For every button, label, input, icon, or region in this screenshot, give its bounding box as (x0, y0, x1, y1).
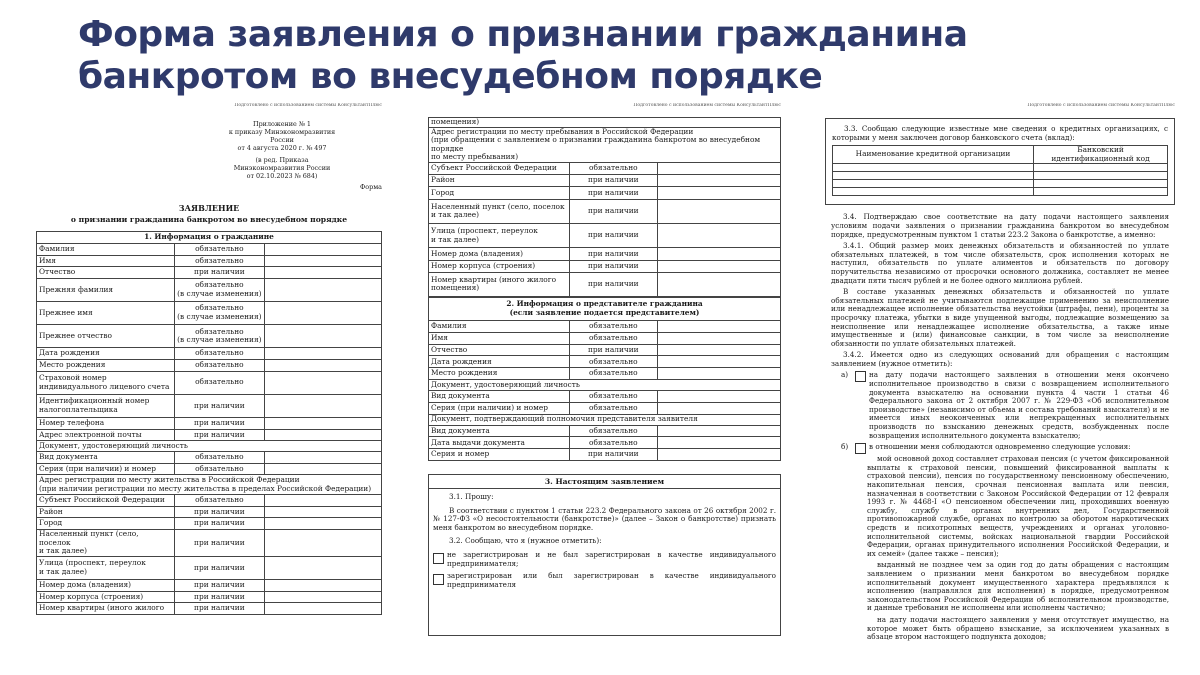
field-requirement: при наличии (569, 187, 657, 199)
field-label: Прежнее имя (37, 301, 175, 324)
clause-3-2: 3.2. Сообщаю, что я (нужное отметить): (449, 536, 602, 546)
field-value-cell[interactable] (264, 417, 381, 429)
option-letter: а) (841, 370, 849, 380)
field-value-cell[interactable] (657, 321, 780, 333)
form-row (37, 452, 382, 464)
form-row (429, 248, 781, 260)
form-row (37, 441, 382, 452)
form-row (37, 518, 382, 530)
field-label: Адрес электронной почты (37, 429, 175, 441)
field-requirement: при наличии (175, 417, 265, 429)
form-row (37, 244, 382, 256)
option-registered[interactable] (433, 572, 776, 589)
field-label: Город (37, 518, 175, 530)
field-requirement: при наличии (175, 267, 265, 279)
field-requirement: обязательно (175, 495, 265, 507)
form-row (429, 437, 781, 449)
field-value-cell[interactable] (657, 344, 780, 356)
field-label: Населенный пункт (село, поселок и так далее) (37, 530, 175, 557)
option-a-text: на дату подачи настоящего заявления в отношении меня окончено исполнительное производство в связи с возвращением исполнительного документа взыскателю на основании пункта 4 части 1 статьи 46 Федерального закона от 2 октября 2007 г. № 229-ФЗ «Об исполнительном производстве» (независимо от объема и состава требований взыскателя) и не имеется иных неоконченных или непрекращенных исполнительных производств по взысканию денежных средств, возбужденных после возвращения исполнительного документа взыскателю; (869, 370, 1169, 440)
field-requirement: обязательно (в случае изменения) (175, 278, 265, 301)
field-requirement: при наличии (569, 223, 657, 247)
bank-bic-header: Банковский идентификационный код (1034, 146, 1168, 164)
field-value-cell[interactable] (657, 223, 780, 247)
form-row (429, 402, 781, 414)
watermark: Подготовлено с использованием системы КонсультантПлюс (633, 103, 781, 108)
appendix-line: от 4 августа 2020 г. № 497 (237, 144, 327, 152)
field-value-cell[interactable] (657, 332, 780, 344)
field-requirement: при наличии (175, 429, 265, 441)
field-value-cell[interactable] (657, 162, 780, 174)
field-requirement: при наличии (569, 449, 657, 461)
clause-3-3: 3.3. Сообщаю следующие известные мне сведения о кредитных организациях, с которыми у меня заключен договор банковского счета (вклад): (832, 124, 1168, 142)
bank-cell[interactable] (833, 172, 1034, 180)
field-label: Улица (проспект, переулок и так далее) (429, 223, 570, 247)
checkbox[interactable] (855, 443, 866, 454)
section-1-title: 1. Информация о гражданине (37, 232, 382, 244)
revision-line: от 02.10.2023 № 684) (246, 172, 318, 180)
field-value-cell[interactable] (264, 580, 381, 592)
field-requirement: обязательно (175, 452, 265, 464)
bank-cell[interactable] (833, 164, 1034, 172)
field-value-cell[interactable] (264, 359, 381, 371)
field-requirement: обязательно (569, 162, 657, 174)
field-value-cell[interactable] (657, 356, 780, 368)
option-b-text: в отношении меня соблюдаются одновременно следующие условия: (869, 442, 1131, 452)
bank-cell[interactable] (833, 188, 1034, 196)
form-row (37, 495, 382, 507)
field-label: Серия (при наличии) и номер (429, 402, 570, 414)
field-requirement: обязательно (569, 425, 657, 437)
form-row (37, 325, 382, 348)
field-value-cell[interactable] (657, 437, 780, 449)
field-requirement: при наличии (175, 556, 265, 579)
form-row (429, 175, 781, 187)
field-label: Номер корпуса (строения) (429, 260, 570, 272)
field-value-cell[interactable] (264, 278, 381, 301)
form-row (37, 530, 382, 557)
field-requirement: при наличии (569, 260, 657, 272)
field-label: Фамилия (37, 244, 175, 256)
field-value-cell[interactable] (657, 368, 780, 380)
field-label: Номер дома (владения) (37, 580, 175, 592)
section-3-title: 3. Настоящим заявлением (429, 477, 780, 489)
form-row (37, 371, 382, 394)
field-value-cell[interactable] (657, 402, 780, 414)
clause-3-1: 3.1. Прошу: (449, 492, 494, 502)
authority-document-label: Документ, подтверждающий полномочия представителя заявителя (429, 414, 781, 425)
field-label: Район (37, 506, 175, 518)
revision-line: (в ред. Приказа Минэкономразвития России (233, 156, 331, 172)
field-requirement: обязательно (569, 321, 657, 333)
field-label: Улица (проспект, переулок и так далее) (37, 556, 175, 579)
page-title (78, 14, 968, 98)
field-requirement: при наличии (569, 272, 657, 296)
bank-cell[interactable] (1034, 188, 1168, 196)
checkbox[interactable] (855, 371, 866, 382)
field-value-cell[interactable] (264, 325, 381, 348)
watermark: Подготовлено с использованием системы КонсультантПлюс (234, 103, 382, 108)
field-label: Имя (37, 255, 175, 267)
bank-cell[interactable] (833, 180, 1034, 188)
field-requirement: при наличии (569, 199, 657, 223)
continued-row: помещения) (429, 118, 781, 128)
field-requirement: при наличии (175, 580, 265, 592)
clause-3-4-1-b: В составе указанных денежных обязательств и обязанностей по уплате обязательных платежей не учитываются подлежащие применению за неисполнение или ненадлежащее исполнение обязательства неустойки (штрафы, пени), проценты за просрочку платежа, убытки в виде упущенной выгоды, подлежащие возмещению за неисполнение или ненадлежащее исполнение обязательства, а также иные имущественные и (или) финансовые санкции, в том числе за неисполнение обязанности по уплате обязательных платежей. (831, 287, 1169, 348)
title-line-2: банкротом во внесудебном порядке (78, 56, 823, 97)
field-label: Фамилия (429, 321, 570, 333)
id-document-label: Документ, удостоверяющий личность (37, 441, 382, 452)
field-value-cell[interactable] (657, 425, 780, 437)
form-page-1 (36, 103, 382, 669)
form-row (429, 425, 781, 437)
field-value-cell[interactable] (264, 429, 381, 441)
form-row (37, 278, 382, 301)
field-value-cell[interactable] (264, 371, 381, 394)
stay-address-table (428, 117, 781, 461)
form-row (429, 118, 781, 128)
form-row (37, 463, 382, 475)
document-subtitle: о признании гражданина банкротом во внесудебном порядке (70, 215, 348, 224)
clause-3-3-box (825, 118, 1175, 205)
form-row (429, 332, 781, 344)
form-row (429, 391, 781, 403)
appendix-block (222, 120, 342, 180)
field-label: Дата рождения (37, 348, 175, 360)
form-row (429, 127, 781, 162)
form-row (429, 380, 781, 391)
bank-cell[interactable] (1034, 164, 1168, 172)
field-value-cell[interactable] (264, 530, 381, 557)
field-label: Отчество (37, 267, 175, 279)
clause-3-4-block (825, 213, 1175, 641)
form-row (37, 255, 382, 267)
clause-3-4-1: 3.4.1. Общий размер моих денежных обязательств и обязанностей по уплате обязательных платежей, в том числе обязательств, срок исполнения которых не наступил, обязательств по уплате алиментов и обязательств по договору поручительства независимо от просрочки основного должника, составляет не менее двадцати пяти тысяч рублей и не более одного миллиона рублей. (831, 241, 1169, 285)
form-row (429, 260, 781, 272)
field-requirement: обязательно (569, 356, 657, 368)
clause-3-1-text: В соответствии с пунктом 1 статьи 223.2 Федерального закона от 26 октября 2002 г. № 127-ФЗ «О несостоятельности (банкротстве)» (далее – Закон о банкротстве) признать меня банкротом во внесудебном порядке. (433, 505, 776, 532)
field-requirement: при наличии (175, 506, 265, 518)
field-label: Субъект Российской Федерации (37, 495, 175, 507)
form-row (37, 556, 382, 579)
field-requirement: при наличии (175, 530, 265, 557)
field-requirement: обязательно (569, 391, 657, 403)
field-requirement: обязательно (175, 371, 265, 394)
field-value-cell[interactable] (657, 260, 780, 272)
form-row (429, 356, 781, 368)
option-text: зарегистрирован или был зарегистрирован в качестве индивидуального предпринимателя (447, 571, 776, 589)
field-value-cell[interactable] (657, 272, 780, 296)
field-value-cell[interactable] (264, 556, 381, 579)
field-label: Вид документа (429, 425, 570, 437)
appendix-line: к приказу Минэкономразвития России (228, 128, 336, 144)
form-row (429, 162, 781, 174)
condition-3: на дату подачи настоящего заявления у меня отсутствует имущество, на которое может быть обращено взыскание, за исключением указанных в абзаце втором настоящего подпункта доходов; (867, 614, 1169, 642)
appendix-line: Приложение № 1 (253, 120, 311, 128)
form-row (429, 449, 781, 461)
field-requirement: при наличии (569, 248, 657, 260)
field-requirement: при наличии (175, 591, 265, 603)
field-label: Номер дома (владения) (429, 248, 570, 260)
form-page-3 (825, 103, 1175, 669)
form-row (37, 429, 382, 441)
condition-2: выданный не позднее чем за один год до даты обращения с настоящим заявлением о признании меня банкротом во внесудебном порядке исполнительный документ имущественного характера предъявлялся к исполнению (направлялся для исполнения) в порядке, предусмотренном законодательством Российской Федерации об исполнительном производстве, и данные требования не исполнены или исполнены частично; (867, 560, 1169, 613)
field-label: Номер квартиры (иного жилого помещения) (429, 272, 570, 296)
document-title: ЗАЯВЛЕНИЕ (178, 203, 240, 213)
watermark: Подготовлено с использованием системы КонсультантПлюс (1027, 103, 1175, 108)
form-row (37, 506, 382, 518)
form-row (37, 232, 382, 244)
registration-address-label: Адрес регистрации по месту жительства в Российской Федерации (при наличии регистрации по месту жительства в пределах Российской Федерации) (37, 475, 382, 495)
form-row (37, 348, 382, 360)
option-b[interactable] (831, 443, 1169, 454)
option-letter: б) (841, 442, 849, 452)
field-value-cell[interactable] (657, 449, 780, 461)
field-value-cell[interactable] (657, 391, 780, 403)
field-value-cell[interactable] (264, 301, 381, 324)
field-requirement: при наличии (569, 175, 657, 187)
field-requirement: обязательно (175, 463, 265, 475)
field-label: Серия (при наличии) и номер (37, 463, 175, 475)
field-value-cell[interactable] (657, 187, 780, 199)
field-requirement: обязательно (569, 332, 657, 344)
field-value-cell[interactable] (657, 248, 780, 260)
field-label: Место рождения (37, 359, 175, 371)
section-3-box (428, 474, 781, 636)
field-value-cell[interactable] (264, 348, 381, 360)
form-row (429, 199, 781, 223)
form-label: Форма (359, 183, 382, 191)
field-requirement: обязательно (175, 255, 265, 267)
field-requirement: обязательно (569, 402, 657, 414)
field-requirement: при наличии (175, 603, 265, 615)
option-not-registered[interactable] (433, 551, 776, 568)
option-a[interactable] (831, 371, 1169, 440)
field-label: Страховой номер индивидуального лицевого счета (37, 371, 175, 394)
form-row (37, 301, 382, 324)
field-value-cell[interactable] (264, 452, 381, 464)
field-label: Прежняя фамилия (37, 278, 175, 301)
field-label: Номер телефона (37, 417, 175, 429)
form-row (429, 223, 781, 247)
field-label: Населенный пункт (село, поселок и так далее) (429, 199, 570, 223)
bank-name-header: Наименование кредитной организации (833, 146, 1034, 164)
field-requirement: обязательно (569, 368, 657, 380)
field-requirement: обязательно (175, 359, 265, 371)
field-requirement: обязательно (в случае изменения) (175, 325, 265, 348)
field-label: Номер корпуса (строения) (37, 591, 175, 603)
form-row (429, 321, 781, 333)
bank-cell[interactable] (1034, 172, 1168, 180)
field-label: Серия и номер (429, 449, 570, 461)
checkbox[interactable] (433, 574, 444, 585)
field-requirement: обязательно (в случае изменения) (175, 301, 265, 324)
form-row (37, 591, 382, 603)
field-requirement: обязательно (175, 348, 265, 360)
condition-1: мой основной доход составляет страховая пенсия (с учетом фиксированной выплаты к страховой пенсии, повышений фиксированной выплаты к страховой пенсии), пенсия по государственному пенсионному обеспечению, накопительная пенсия, срочная пенсионная выплата или пенсия, назначенная в соответствии с Законом Российской Федерации от 12 февраля 1993 г. № 4468-I «О пенсионном обеспечении лиц, проходивших военную службу, службу в органах внутренних дел, Государственной противопожарной службе, органах по контролю за оборотом наркотических средств и психотропных веществ, учреждениях и органах уголовно-исполнительной системы, войсках национальной гвардии Российской Федерации, органах принудительного исполнения Российской Федерации, и их семей» (далее также – пенсия); (867, 454, 1169, 558)
field-value-cell[interactable] (264, 244, 381, 256)
form-row (429, 344, 781, 356)
field-label: Вид документа (429, 391, 570, 403)
field-label: Идентификационный номер налогоплательщика (37, 394, 175, 417)
form-row (429, 368, 781, 380)
citizen-info-table (36, 231, 382, 615)
field-label: Имя (429, 332, 570, 344)
field-value-cell[interactable] (264, 267, 381, 279)
field-label: Субъект Российской Федерации (429, 162, 570, 174)
form-row (37, 580, 382, 592)
form-row (37, 359, 382, 371)
field-requirement: при наличии (175, 518, 265, 530)
clause-3-4: 3.4. Подтверждаю свое соответствие на дату подачи настоящего заявления условиям подачи заявления о признании гражданина банкротом во внесудебном порядке, предусмотренным пунктом 1 статьи 223.2 Закона о банкротстве, а именно: (831, 212, 1169, 239)
form-row (429, 272, 781, 296)
checkbox[interactable] (433, 553, 444, 564)
field-value-cell[interactable] (264, 495, 381, 507)
field-label: Прежнее отчество (37, 325, 175, 348)
id-document-label: Документ, удостоверяющий личность (429, 380, 781, 391)
form-row (37, 475, 382, 495)
field-value-cell[interactable] (264, 463, 381, 475)
form-row (37, 417, 382, 429)
field-value-cell[interactable] (264, 506, 381, 518)
field-label: Место рождения (429, 368, 570, 380)
field-label: Дата выдачи документа (429, 437, 570, 449)
clause-3-4-2: 3.4.2. Имеется одно из следующих оснований для обращения с настоящим заявлением (нужное отметить): (831, 350, 1169, 368)
stay-address-label: Адрес регистрации по месту пребывания в Российской Федерации (при обращении с заявлением о признании гражданина банкротом во внесудебном порядке по месту пребывания) (429, 127, 781, 162)
field-label: Вид документа (37, 452, 175, 464)
field-label: Район (429, 175, 570, 187)
field-requirement: при наличии (569, 344, 657, 356)
field-label: Номер квартиры (иного жилого (37, 603, 175, 615)
form-row (429, 187, 781, 199)
field-value-cell[interactable] (657, 199, 780, 223)
field-value-cell[interactable] (264, 603, 381, 615)
field-requirement: при наличии (175, 394, 265, 417)
form-row (37, 267, 382, 279)
form-row (429, 297, 781, 321)
field-value-cell[interactable] (264, 518, 381, 530)
field-value-cell[interactable] (264, 255, 381, 267)
field-label: Город (429, 187, 570, 199)
form-row (429, 414, 781, 425)
option-text: не зарегистрирован и не был зарегистрирован в качестве индивидуального предпринимателя; (447, 550, 776, 568)
field-label: Дата рождения (429, 356, 570, 368)
field-value-cell[interactable] (657, 175, 780, 187)
form-row (37, 603, 382, 615)
field-value-cell[interactable] (264, 591, 381, 603)
title-line-1: Форма заявления о признании гражданина (78, 14, 968, 55)
banks-table (832, 145, 1168, 196)
field-label: Отчество (429, 344, 570, 356)
field-requirement: обязательно (175, 244, 265, 256)
field-value-cell[interactable] (264, 394, 381, 417)
field-requirement: обязательно (569, 437, 657, 449)
form-page-2 (428, 103, 781, 669)
form-row (37, 394, 382, 417)
bank-cell[interactable] (1034, 180, 1168, 188)
section-2-title: 2. Информация о представителе гражданина (если заявление подается представителем) (429, 297, 781, 321)
